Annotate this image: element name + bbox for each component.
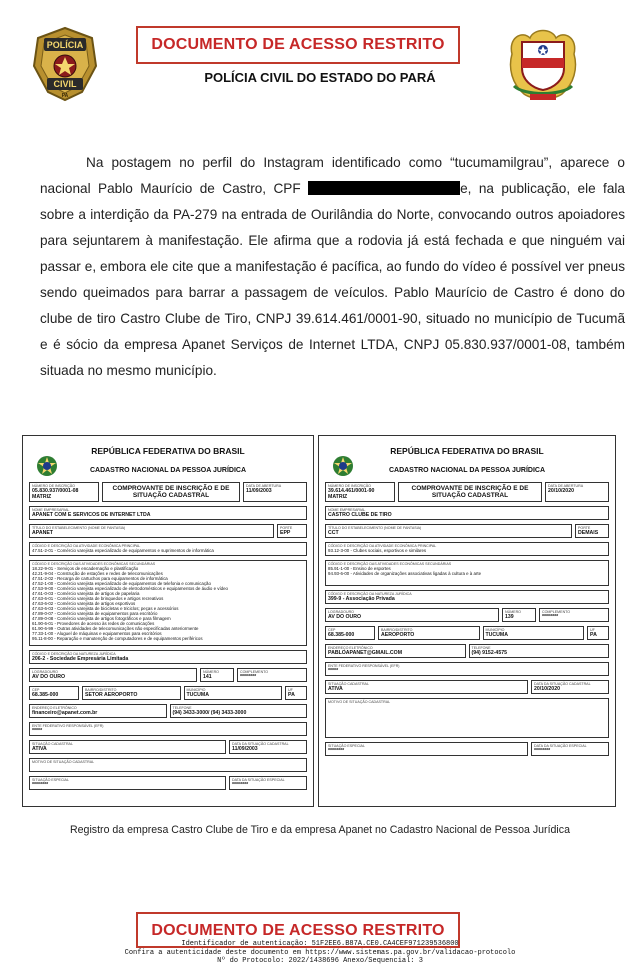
phone: (94) 3433-3000/ (94) 3433-3000 bbox=[172, 710, 247, 716]
postal-code: 68.385-000 bbox=[328, 632, 355, 638]
policia-civil-badge-logo bbox=[30, 26, 100, 102]
field-label: CÓDIGO E DESCRIÇÃO DA NATUREZA JURÍDICA bbox=[328, 592, 412, 596]
card-title: COMPROVANTE DE INSCRIÇÃO E DE SITUAÇÃO CADASTRAL bbox=[102, 482, 240, 502]
authentication-id: Identificador de autenticação: 51F2EE6.B87A.CE0.CA4CEF971239536800 bbox=[181, 940, 459, 948]
secondary-activity: 42.21-9-04 - Construção de estações e redes de telecomunicações bbox=[32, 571, 163, 576]
company-size: DEMAIS bbox=[578, 530, 599, 536]
field-label: SITUAÇÃO ESPECIAL bbox=[328, 744, 365, 748]
card-subheading: CADASTRO NACIONAL DA PESSOA JURÍDICA bbox=[89, 467, 247, 474]
field-label: CEP bbox=[328, 628, 336, 632]
street: AV DO OURO bbox=[328, 614, 362, 620]
svg-text:PA: PA bbox=[61, 93, 69, 99]
opening-date: 20/10/2020 bbox=[548, 488, 574, 494]
secondary-activity: 47.51-2-02 - Recarga de cartuchos para equipamentos de informática bbox=[32, 576, 168, 581]
card-title: COMPROVANTE DE INSCRIÇÃO E DE SITUAÇÃO CADASTRAL bbox=[398, 482, 542, 502]
field-label: ENTE FEDERATIVO RESPONSÁVEL (EFR) bbox=[328, 664, 400, 668]
card-subheading: CADASTRO NACIONAL DA PESSOA JURÍDICA bbox=[388, 467, 546, 474]
field-label: TÍTULO DO ESTABELECIMENTO (NOME DE FANTASIA) bbox=[32, 526, 126, 530]
authentication-footer bbox=[0, 940, 640, 966]
paragraph-start: Na postagem no perfil do Instagram identificado como “tucumamilgrau”, aparece o nacional Pablo Maurício de Castro, CPF bbox=[40, 155, 625, 196]
field-label: LOGRADOURO bbox=[32, 670, 58, 674]
street: AV DO OURO bbox=[32, 674, 66, 680]
field-label: DATA DA SITUAÇÃO CADASTRAL bbox=[232, 742, 289, 746]
secondary-activity: 95.11-8-00 - Reparação e manutenção de computadores e de equipamentos periféricos bbox=[32, 636, 203, 641]
legal-nature: 206-2 - Sociedade Empresária Limitada bbox=[32, 656, 129, 662]
municipality: TUCUMA bbox=[186, 692, 209, 698]
secondary-activity: 47.63-6-03 - Comércio varejista de bicicletas e triciclos; peças e acessórios bbox=[32, 606, 179, 611]
field-label: CÓDIGO E DESCRIÇÃO DA ATIVIDADE ECONÔMICA PRINCIPAL bbox=[328, 544, 437, 548]
field-label: MUNICÍPIO bbox=[186, 688, 206, 692]
secondary-activity: 47.89-0-07 - Comércio varejista de equipamentos para escritório bbox=[32, 611, 158, 616]
field-label: MOTIVO DE SITUAÇÃO CADASTRAL bbox=[32, 760, 95, 764]
restricted-document-banner: DOCUMENTO DE ACESSO RESTRITO bbox=[136, 26, 460, 64]
cnpj-type: MATRIZ bbox=[328, 494, 348, 500]
legal-nature: 399-9 - Associação Privada bbox=[328, 596, 395, 602]
street-number: 139 bbox=[505, 614, 514, 620]
para-state-coat-of-arms-logo bbox=[504, 24, 582, 104]
opening-date: 11/09/2003 bbox=[246, 488, 272, 494]
state: PA bbox=[288, 692, 295, 698]
status-date: 20/10/2020 bbox=[534, 686, 560, 692]
card-heading: REPÚBLICA FEDERATIVA DO BRASIL bbox=[390, 446, 544, 456]
secondary-activity: 94.93-6-00 - Atividades de organizações associativas ligadas à cultura e à arte bbox=[328, 571, 482, 576]
paragraph-end: e, na publicação, ele fala sobre a interdição da PA-279 na entrada de Ourilândia do Norte, convocando outros apoiadores para sejuntarem à manifestação. Ele afirma que a rodovia já está fechada e que ninguém vai passar e, embora ele cite que a manifestação é pacífica, ao fundo do vídeo é possível ver pneus sendo queimados para barrar a passagem de veículos. Pablo Maurício de Castro é dono do clube de tiro Castro Clube de Tiro, CNPJ 39.614.461/0001-90, situado no município de Tucumã e é sócio da empresa Apanet Serviços de Internet LTDA, CNPJ 05.830.937/0001-08, também situada no mesmo município. bbox=[40, 181, 625, 378]
field-label: PORTE bbox=[280, 526, 293, 530]
field-label: COMPLEMENTO bbox=[240, 670, 269, 674]
field-label: BAIRRO/DISTRITO bbox=[381, 628, 413, 632]
cnpj-type: MATRIZ bbox=[32, 494, 52, 500]
cnpj-number: 05.830.937/0001-08 bbox=[32, 488, 79, 494]
special-status: ******** bbox=[328, 748, 345, 754]
figure-caption: Registro da empresa Castro Clube de Tiro e da empresa Apanet no Cadastro Nacional de Pessoa Jurídica bbox=[70, 824, 570, 836]
brazil-coat-of-arms-icon bbox=[331, 454, 355, 478]
field-label: CÓDIGO E DESCRIÇÃO DA ATIVIDADE ECONÔMICA PRINCIPAL bbox=[32, 544, 141, 548]
secondary-activity: 85.91-1-00 - Ensino de esportes bbox=[328, 566, 391, 571]
cnpj-number: 39.614.461/0001-90 bbox=[328, 488, 375, 494]
field-label: LOGRADOURO bbox=[328, 610, 354, 614]
registration-status: ATIVA bbox=[32, 746, 47, 752]
secondary-activity: 47.61-0-03 - Comércio varejista de artigos de papelaria bbox=[32, 591, 140, 596]
field-label: BAIRRO/DISTRITO bbox=[85, 688, 117, 692]
svg-text:CIVIL: CIVIL bbox=[53, 79, 77, 89]
efr: ***** bbox=[32, 728, 43, 734]
field-label: CEP bbox=[32, 688, 40, 692]
special-status-date: ******** bbox=[232, 782, 249, 788]
field-label: NÚMERO DE INSCRIÇÃO bbox=[328, 484, 371, 488]
svg-text:POLÍCIA: POLÍCIA bbox=[46, 40, 84, 50]
fantasy-name: CCT bbox=[328, 530, 339, 536]
field-label: DATA DA SITUAÇÃO ESPECIAL bbox=[534, 744, 587, 748]
status-date: 11/09/2003 bbox=[232, 746, 258, 752]
field-label: DATA DA SITUAÇÃO ESPECIAL bbox=[232, 778, 285, 782]
secondary-activity: 61.90-6-99 - Outras atividades de telecomunicações não especificadas anteriormente bbox=[32, 626, 199, 631]
company-name: APANET COM E SERVICOS DE INTERNET LTDA bbox=[32, 512, 151, 518]
fantasy-name: APANET bbox=[32, 530, 53, 536]
field-label: ENTE FEDERATIVO RESPONSÁVEL (EFR) bbox=[32, 724, 104, 728]
protocol-number: Nº do Protocolo: 2022/1438696 Anexo/Sequencial: 3 bbox=[217, 957, 423, 965]
secondary-activity: 47.52-1-00 - Comércio varejista especializado de equipamentos de telefonia e comunicação bbox=[32, 581, 211, 586]
redaction-bar bbox=[308, 181, 460, 195]
field-label: PORTE bbox=[578, 526, 591, 530]
cnpj-card-apanet bbox=[22, 435, 314, 807]
registration-status: ATIVA bbox=[328, 686, 343, 692]
field-label: SITUAÇÃO CADASTRAL bbox=[328, 682, 369, 686]
field-label: UF bbox=[288, 688, 293, 692]
postal-code: 68.385-000 bbox=[32, 692, 59, 698]
field-label: ENDEREÇO ELETRÔNICO bbox=[32, 706, 77, 710]
secondary-activity: 47.89-0-08 - Comércio varejista de artigos fotográficos e para filmagem bbox=[32, 616, 171, 621]
district: SETOR AEROPORTO bbox=[85, 692, 138, 698]
field-label: TELEFONE bbox=[172, 706, 192, 710]
municipality: TUCUMA bbox=[485, 632, 508, 638]
field-label: SITUAÇÃO CADASTRAL bbox=[32, 742, 73, 746]
district: AEROPORTO bbox=[381, 632, 415, 638]
authentication-url-line: Confira a autenticidade deste documento em https://www.sistemas.pa.gov.br/validacao-protocolo bbox=[124, 948, 516, 957]
secondary-activity: 47.63-6-02 - Comércio varejista de artigos esportivos bbox=[32, 601, 136, 606]
field-label: MUNICÍPIO bbox=[485, 628, 505, 632]
field-label: NÚMERO bbox=[505, 610, 521, 614]
page-subtitle: POLÍCIA CIVIL DO ESTADO DO PARÁ bbox=[204, 70, 436, 85]
company-size: EPP bbox=[280, 530, 291, 536]
field-label: CÓDIGO E DESCRIÇÃO DA NATUREZA JURÍDICA bbox=[32, 652, 116, 656]
field-label: NÚMERO DE INSCRIÇÃO bbox=[32, 484, 75, 488]
main-activity: 47.51-2-01 - Comércio varejista especializado de equipamentos e suprimentos de informática bbox=[32, 548, 214, 553]
email: financeiro@apanet.com.br bbox=[32, 710, 98, 716]
card-heading: REPÚBLICA FEDERATIVA DO BRASIL bbox=[91, 446, 245, 456]
efr: ***** bbox=[328, 668, 339, 674]
field-label: DATA DE ABERTURA bbox=[246, 484, 282, 488]
secondary-activity: 47.53-9-00 - Comércio varejista especializado de eletrodomésticos e equipamentos de áudio e vídeo bbox=[32, 586, 228, 591]
street-number: 141 bbox=[203, 674, 212, 680]
body-paragraph bbox=[40, 150, 625, 384]
field-label: DATA DE ABERTURA bbox=[548, 484, 584, 488]
cnpj-card-castro-clube bbox=[318, 435, 616, 807]
field-label: CÓDIGO E DESCRIÇÃO DAS ATIVIDADES ECONÔMICAS SECUNDÁRIAS bbox=[32, 562, 156, 566]
complement: ******** bbox=[542, 614, 559, 620]
field-label: DATA DA SITUAÇÃO CADASTRAL bbox=[534, 682, 591, 686]
secondary-activity: 77.33-1-00 - Aluguel de máquinas e equipamentos para escritórios bbox=[32, 631, 162, 636]
secondary-activity: 61.90-6-01 - Provedores de acesso às redes de comunicações bbox=[32, 621, 155, 626]
special-status-date: ******** bbox=[534, 748, 551, 754]
field-label: ENDEREÇO ELETRÔNICO bbox=[328, 646, 373, 650]
field-label: NÚMERO bbox=[203, 670, 219, 674]
special-status: ******** bbox=[32, 782, 49, 788]
main-activity: 93.12-3-00 - Clubes sociais, esportivos e similares bbox=[328, 548, 427, 553]
brazil-coat-of-arms-icon bbox=[35, 454, 59, 478]
field-label: TÍTULO DO ESTABELECIMENTO (NOME DE FANTASIA) bbox=[328, 526, 422, 530]
complement: ******** bbox=[240, 674, 257, 680]
field-label: COMPLEMENTO bbox=[542, 610, 571, 614]
restricted-document-banner-footer: DOCUMENTO DE ACESSO RESTRITO bbox=[136, 912, 460, 948]
field-label: NOME EMPRESARIAL bbox=[32, 508, 70, 512]
state: PA bbox=[590, 632, 597, 638]
field-label: NOME EMPRESARIAL bbox=[328, 508, 366, 512]
secondary-activity: 47.63-6-01 - Comércio varejista de brinquedos e artigos recreativos bbox=[32, 596, 164, 601]
phone: (94) 9152-4575 bbox=[471, 650, 507, 656]
field-label: UF bbox=[590, 628, 595, 632]
company-name: CASTRO CLUBE DE TIRO bbox=[328, 512, 392, 518]
secondary-activity: 18.22-9-01 - Serviços de encadernação e plastificação bbox=[32, 566, 139, 571]
field-label: TELEFONE bbox=[471, 646, 491, 650]
field-label: CÓDIGO E DESCRIÇÃO DAS ATIVIDADES ECONÔMICAS SECUNDÁRIAS bbox=[328, 562, 452, 566]
field-label: MOTIVO DE SITUAÇÃO CADASTRAL bbox=[328, 700, 391, 704]
field-label: SITUAÇÃO ESPECIAL bbox=[32, 778, 69, 782]
email: PABLOAPANET@GMAIL.COM bbox=[328, 650, 403, 656]
